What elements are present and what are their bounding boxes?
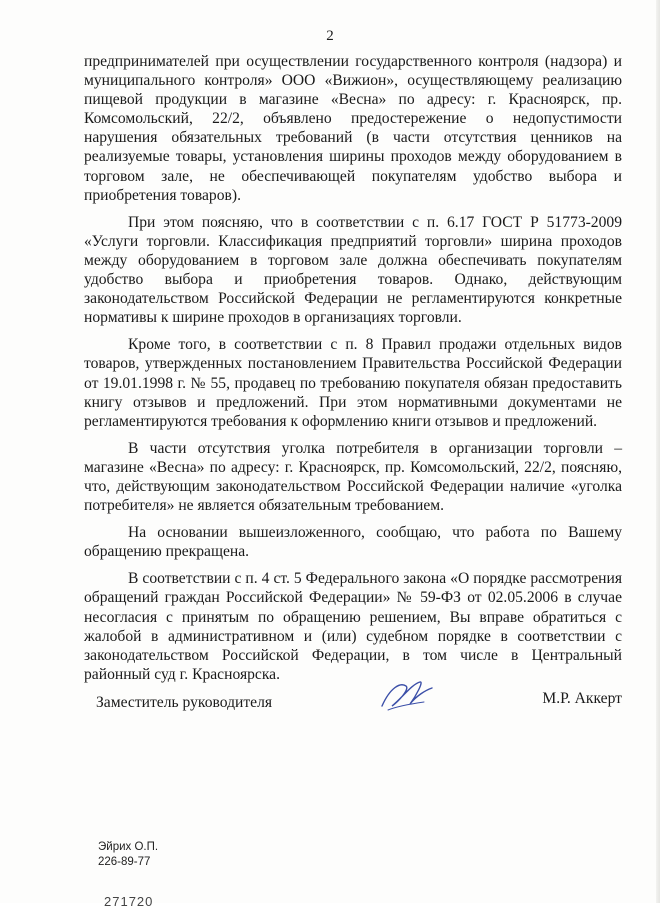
letter-body: [84, 52, 622, 692]
scan-edge: [656, 0, 660, 903]
executor-phone: 226-89-77: [98, 856, 151, 868]
paragraph-review-book: Кроме того, в соответствии с п. 8 Правил продажи отдельных видов товаров, утвержденных постановлением Правительства Российской Федерации от 19.01.1998 г. № 55, продавец по требованию покупателя обязан предоставить книгу отзывов и предложений. При этом нормативными документами не регламентируются требования к оформлению книги отзывов и предложений.: [84, 336, 622, 430]
signatory-name: М.Р. Аккерт: [542, 690, 622, 707]
handwritten-signature: [376, 676, 436, 716]
page-number: 2: [326, 28, 334, 44]
document-number: 271720: [104, 894, 154, 909]
signatory-title: Заместитель руководителя: [96, 694, 273, 711]
paragraph-appeal: В соответствии с п. 4 ст. 5 Федерального закона «О порядке рассмотрения обращений граждан Российской Федерации» № 59-ФЗ от 02.05.2006 в случае несогласия с принятым по обращению решением, Вы вправе обратиться с жалобой в административном и (или) судебном порядке в соответствии с законодательством Российской Федерации, в том числе в Центральный районный суд г. Красноярска.: [84, 570, 622, 683]
signature-block: [96, 690, 622, 720]
paragraph-gost: При этом поясняю, что в соответствии с п. 6.17 ГОСТ Р 51773-2009 «Услуги торговли. Классификация предприятий торговли» ширина проходов между оборудованием в торговом зале должна обеспечивать покупателям удобство выбора и приобретения товаров. Однако, действующим законодательством Российской Федерации не регламентируются конкретные нормативы к ширине проходов в организациях торговли.: [84, 213, 622, 327]
paragraph-continuation: предпринимателей при осуществлении государственного контроля (надзора) и муниципального контроля» ООО «Вижион», осуществляющему реализацию пищевой продукции в магазине «Весна» по адресу: г. Красноярск, пр. Комсомольский, 22/2, объявлено предостережение о недопустимости нарушения обязательных требований (в части отсутствия ценников на реализуемые товары, установления ширины проходов между оборудованием в торговом зале, не обеспечивающей покупателям удобство выбора и приобретения товаров).: [84, 53, 622, 204]
paragraph-conclusion: На основании вышеизложенного, сообщаю, что работа по Вашему обращению прекращена.: [84, 524, 622, 561]
executor-info: [98, 840, 158, 870]
paragraph-consumer-corner: В части отсутствия уголка потребителя в организации торговли – магазине «Весна» по адресу: г. Красноярск, пр. Комсомольский, 22/2, поясняю, что, действующим законодательством Российской Федерации наличие «уголка потребителя» не является обязательным требованием.: [84, 439, 622, 515]
executor-name: Эйрих О.П.: [98, 841, 159, 853]
